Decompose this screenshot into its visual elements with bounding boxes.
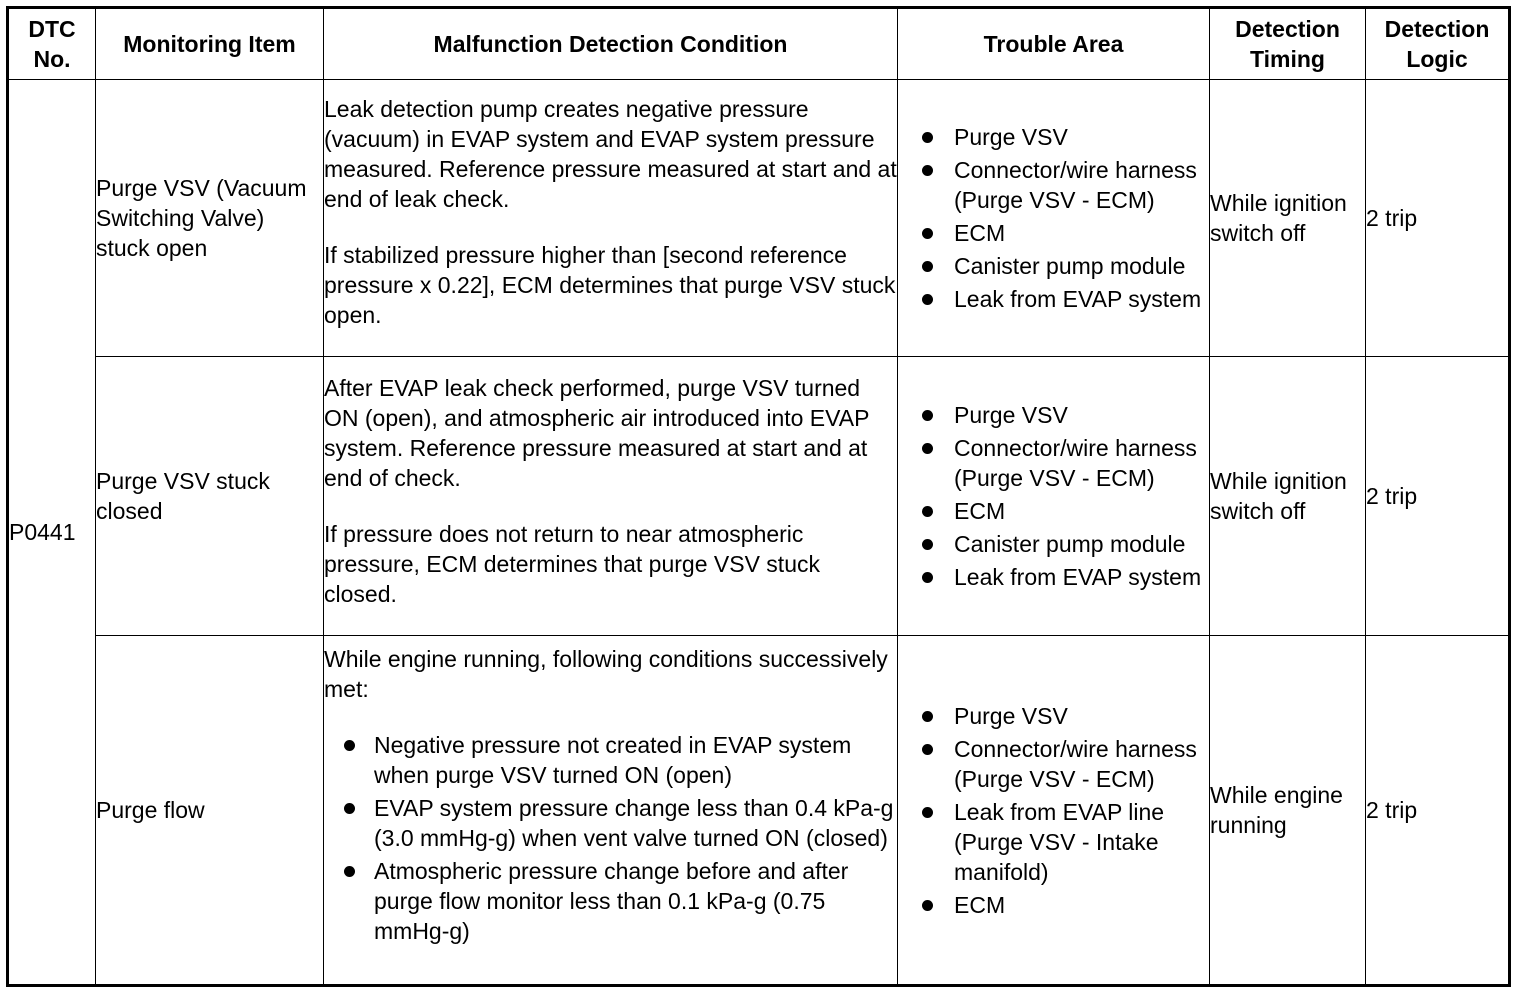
condition-cell [324, 80, 898, 357]
detection-timing: While ignition switch off [1210, 80, 1366, 357]
condition-cell [324, 636, 898, 986]
detection-logic: 2 trip [1366, 357, 1510, 636]
bullet-icon [344, 866, 355, 877]
trouble-area-list [898, 122, 1209, 314]
table-row [8, 357, 1510, 636]
bullet-icon [922, 900, 933, 911]
trouble-area-item: Purge VSV [922, 400, 1209, 430]
detection-timing: While ignition switch off [1210, 357, 1366, 636]
bullet-icon [922, 572, 933, 583]
dtc-number: P0441 [8, 80, 96, 986]
header-condition: Malfunction Detection Condition [324, 8, 898, 80]
trouble-area-cell [898, 357, 1210, 636]
condition-paragraph: If stabilized pressure higher than [second reference pressure x 0.22], ECM determines that purge VSV stuck open. [324, 242, 896, 328]
condition-paragraph: Leak detection pump creates negative pressure (vacuum) in EVAP system and EVAP system pressure measured. Reference pressure measured at start and at end of leak check. [324, 96, 897, 212]
bullet-icon [922, 807, 933, 818]
trouble-area-cell [898, 80, 1210, 357]
condition-item: EVAP system pressure change less than 0.4 kPa-g (3.0 mmHg-g) when vent valve turned ON (closed) [344, 793, 897, 853]
condition-list [324, 730, 897, 946]
header-detection-timing: Detection Timing [1210, 8, 1366, 80]
bullet-icon [344, 740, 355, 751]
trouble-area-item: ECM [922, 218, 1209, 248]
bullet-icon [922, 443, 933, 454]
table-row [8, 80, 1510, 357]
header-row [8, 8, 1510, 80]
monitoring-item: Purge VSV stuck closed [96, 357, 324, 636]
bullet-icon [922, 744, 933, 755]
trouble-area-item: Connector/wire harness (Purge VSV - ECM) [922, 433, 1209, 493]
bullet-icon [922, 132, 933, 143]
trouble-area-item: Connector/wire harness (Purge VSV - ECM) [922, 155, 1209, 215]
trouble-area-item: Canister pump module [922, 529, 1209, 559]
condition-intro: While engine running, following conditions successively met: [324, 646, 888, 702]
trouble-area-item: Leak from EVAP line (Purge VSV - Intake manifold) [922, 797, 1209, 887]
trouble-area-item: ECM [922, 496, 1209, 526]
monitoring-item: Purge flow [96, 636, 324, 986]
bullet-icon [922, 711, 933, 722]
condition-paragraph: If pressure does not return to near atmospheric pressure, ECM determines that purge VSV stuck closed. [324, 521, 820, 607]
header-dtc-no: DTC No. [8, 8, 96, 80]
bullet-icon [922, 294, 933, 305]
trouble-area-list [898, 400, 1209, 592]
condition-cell [324, 357, 898, 636]
bullet-icon [922, 228, 933, 239]
dtc-table [6, 6, 1511, 987]
trouble-area-list [898, 701, 1209, 920]
trouble-area-item: Canister pump module [922, 251, 1209, 281]
trouble-area-item: Connector/wire harness (Purge VSV - ECM) [922, 734, 1209, 794]
trouble-area-item: Leak from EVAP system [922, 562, 1209, 592]
bullet-icon [922, 165, 933, 176]
bullet-icon [922, 506, 933, 517]
condition-paragraph: After EVAP leak check performed, purge VSV turned ON (open), and atmospheric air introduced into EVAP system. Reference pressure measured at start and at end of check. [324, 375, 870, 491]
condition-item: Atmospheric pressure change before and after purge flow monitor less than 0.1 kPa-g (0.75 mmHg-g) [344, 856, 897, 946]
header-monitoring-item: Monitoring Item [96, 8, 324, 80]
bullet-icon [922, 261, 933, 272]
table-row [8, 636, 1510, 986]
bullet-icon [922, 539, 933, 550]
header-detection-logic: Detection Logic [1366, 8, 1510, 80]
condition-item: Negative pressure not created in EVAP system when purge VSV turned ON (open) [344, 730, 897, 790]
trouble-area-item: ECM [922, 890, 1209, 920]
detection-timing: While engine running [1210, 636, 1366, 986]
monitoring-item: Purge VSV (Vacuum Switching Valve) stuck open [96, 80, 324, 357]
trouble-area-item: Purge VSV [922, 701, 1209, 731]
bullet-icon [922, 410, 933, 421]
detection-logic: 2 trip [1366, 80, 1510, 357]
detection-logic: 2 trip [1366, 636, 1510, 986]
bullet-icon [344, 803, 355, 814]
header-trouble-area: Trouble Area [898, 8, 1210, 80]
trouble-area-cell [898, 636, 1210, 986]
trouble-area-item: Leak from EVAP system [922, 284, 1209, 314]
trouble-area-item: Purge VSV [922, 122, 1209, 152]
